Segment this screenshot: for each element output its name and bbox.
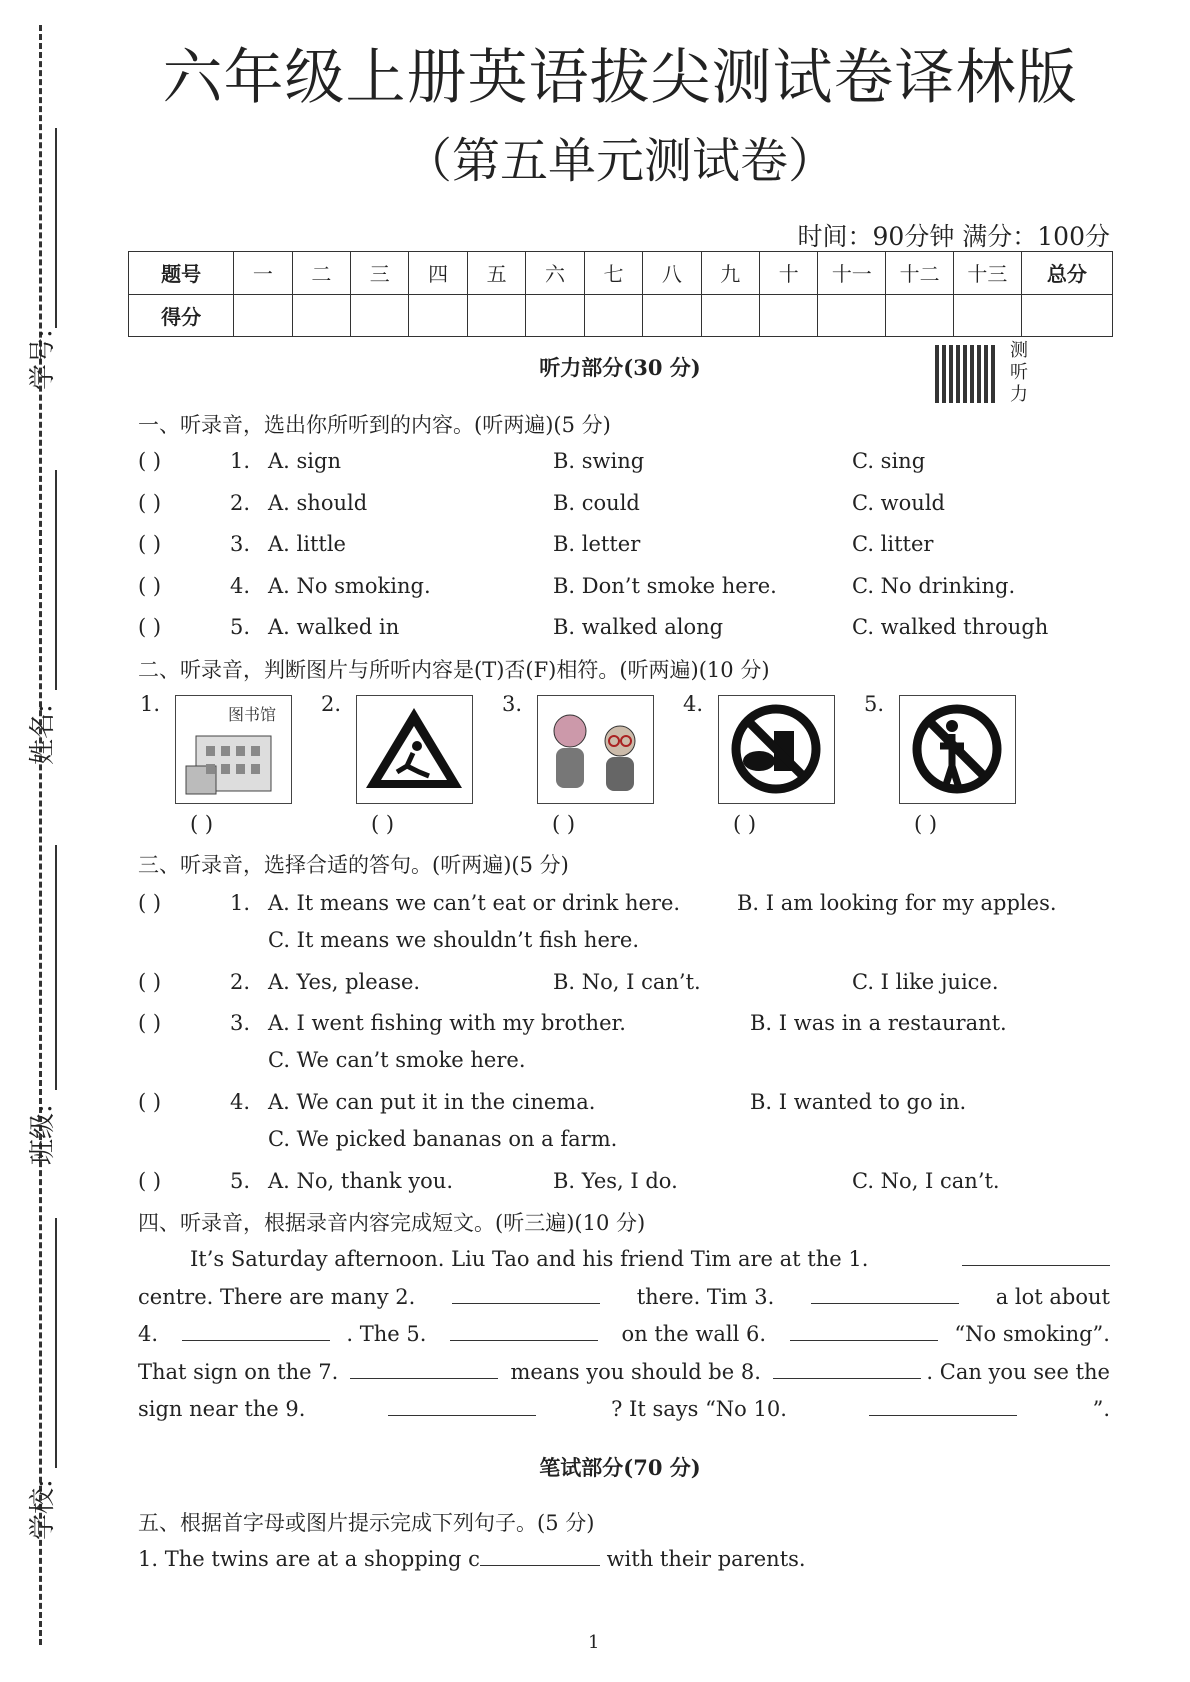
answer-paren[interactable]: ( ): [371, 812, 395, 836]
answer-paren[interactable]: ( ): [138, 1090, 162, 1114]
score-header-cell: 十三: [953, 252, 1021, 295]
score-header-cell: 六: [526, 252, 584, 295]
option-c: C. It means we shouldn’t fish here.: [268, 928, 640, 952]
option-b: B. could: [553, 490, 640, 515]
no-eating-drinking-icon: [719, 696, 834, 803]
score-cell[interactable]: [526, 294, 584, 337]
picture-2: [356, 695, 473, 804]
score-header-cell: 九: [701, 252, 759, 295]
score-table: [128, 251, 1113, 337]
question-number: 1.: [230, 449, 251, 473]
answer-paren[interactable]: ( ): [138, 970, 162, 994]
answer-paren[interactable]: ( ): [138, 449, 162, 473]
option-a: A. should: [268, 490, 368, 515]
score-cell[interactable]: [584, 294, 642, 337]
answer-blank[interactable]: [452, 1283, 600, 1304]
section-2-heading: 二、听录音，判断图片与所听内容是(T)否(F)相符。(听两遍)(10 分): [138, 658, 770, 682]
score-header-cell: 十二: [886, 252, 954, 295]
option-a: A. It means we can’t eat or drink here.: [268, 891, 681, 915]
picture-number: 1.: [140, 692, 161, 716]
option-c: C. would: [852, 490, 945, 515]
picture-3: [537, 695, 654, 804]
picture-1: [175, 695, 292, 804]
passage-text: “No smoking”.: [954, 1322, 1110, 1346]
score-table-score-row: [129, 294, 1113, 337]
picture-5: [899, 695, 1016, 804]
picture-number: 2.: [321, 692, 342, 716]
answer-paren[interactable]: ( ): [138, 573, 162, 598]
page-subtitle: （第五单元测试卷）: [403, 133, 836, 189]
option-b: B. letter: [553, 532, 641, 556]
library-icon: [176, 696, 291, 803]
time-info: 时间：90分钟 满分：100分: [797, 222, 1110, 251]
picture-number: 5.: [864, 692, 885, 716]
option-c: C. sing: [852, 449, 926, 473]
passage-text: there. Tim 3.: [630, 1284, 781, 1309]
option-a: A. No, thank you.: [268, 1169, 454, 1193]
question-text: 1. The twins are at a shopping c: [138, 1547, 480, 1571]
passage-text: sign near the 9.: [138, 1397, 313, 1421]
answer-blank[interactable]: [450, 1320, 598, 1341]
question-number: 5.: [230, 1169, 251, 1193]
writing-section-title: 笔试部分(70 分): [539, 1455, 701, 1480]
passage-text: means you should be 8.: [503, 1359, 768, 1384]
answer-paren[interactable]: ( ): [138, 1011, 162, 1035]
section-1-heading: 一、听录音，选出你所听到的内容。(听两遍)(5 分): [138, 413, 611, 437]
answer-paren[interactable]: ( ): [138, 1169, 162, 1193]
passage-text: centre. There are many 2.: [138, 1284, 422, 1309]
option-a: A. walked in: [268, 615, 400, 639]
score-cell[interactable]: [467, 294, 525, 337]
answer-paren[interactable]: ( ): [138, 891, 162, 915]
question-number: 3.: [230, 532, 251, 556]
passage-line: [138, 1283, 1110, 1309]
slippery-warning-icon: [357, 696, 472, 803]
passage-line: [138, 1395, 1110, 1421]
score-header-cell: 三: [351, 252, 409, 295]
score-table-header-row: [129, 252, 1113, 295]
score-cell[interactable]: [643, 294, 701, 337]
passage-line: [138, 1320, 1110, 1346]
option-c: C. We can’t smoke here.: [268, 1048, 526, 1072]
score-header-cell: 一: [234, 252, 292, 295]
option-c: C. We picked bananas on a farm.: [268, 1127, 618, 1151]
option-b: B. No, I can’t.: [553, 970, 701, 994]
passage-text: ”.: [1092, 1397, 1110, 1421]
picture-number: 3.: [502, 692, 523, 716]
option-a: A. We can put it in the cinema.: [268, 1090, 596, 1114]
picture-number: 4.: [683, 692, 704, 716]
score-cell[interactable]: [234, 294, 292, 337]
passage-text: a lot about: [989, 1284, 1110, 1309]
picture-4: [718, 695, 835, 804]
qr-label: 测听力: [1010, 340, 1028, 405]
answer-blank[interactable]: [962, 1245, 1110, 1266]
question-number: 4.: [230, 1090, 251, 1114]
question-number: 5.: [230, 615, 251, 639]
school-line[interactable]: [55, 1218, 57, 1468]
score-cell[interactable]: [1021, 294, 1112, 337]
passage-line: [138, 1358, 1110, 1384]
svg-text:图书馆: 图书馆: [228, 705, 277, 724]
question-text: with their parents.: [599, 1547, 806, 1571]
answer-paren[interactable]: ( ): [138, 490, 162, 515]
option-b: B. I was in a restaurant.: [750, 1011, 1007, 1035]
answer-blank[interactable]: [869, 1395, 1017, 1416]
listening-section-title: 听力部分(30 分): [539, 355, 701, 380]
option-a: A. Yes, please.: [268, 970, 421, 994]
binding-dashed-line: [39, 25, 42, 1645]
answer-blank[interactable]: [388, 1395, 536, 1416]
option-a: A. sign: [268, 449, 341, 473]
answer-paren[interactable]: ( ): [914, 812, 938, 836]
question-number: 2.: [230, 970, 251, 994]
answer-blank[interactable]: [790, 1320, 938, 1341]
option-c: C. litter: [852, 532, 934, 556]
passage-line: [190, 1245, 1110, 1271]
score-header-cell: 总分: [1021, 252, 1112, 295]
question-number: 3.: [230, 1011, 251, 1035]
option-a: A. No smoking.: [268, 573, 431, 598]
score-cell[interactable]: [351, 294, 409, 337]
option-c: C. walked through: [852, 615, 1049, 639]
option-b: B. I am looking for my apples.: [737, 891, 1057, 915]
option-b: B. swing: [553, 449, 645, 473]
qr-code-icon[interactable]: [935, 345, 995, 403]
score-header-cell: 八: [643, 252, 701, 295]
score-cell[interactable]: [953, 294, 1021, 337]
score-cell[interactable]: [409, 294, 467, 337]
name-line[interactable]: [55, 470, 57, 690]
option-b: B. Don’t smoke here.: [553, 573, 777, 598]
page-title: 六年级上册英语拔尖测试卷译林版: [162, 43, 1078, 113]
score-header-cell: 二: [292, 252, 350, 295]
passage-text: . The 5.: [346, 1322, 434, 1346]
school-label: 学校:: [28, 1479, 58, 1540]
answer-paren[interactable]: ( ): [190, 812, 214, 836]
option-a: A. little: [268, 532, 346, 556]
page-number: 1: [588, 1632, 600, 1653]
option-b: B. walked along: [553, 615, 724, 639]
answer-blank[interactable]: [182, 1320, 330, 1341]
passage-text: That sign on the 7.: [138, 1359, 345, 1384]
answer-blank[interactable]: [480, 1545, 600, 1566]
two-children-icon: [538, 696, 653, 803]
answer-blank[interactable]: [811, 1283, 959, 1304]
score-header-cell: 五: [467, 252, 525, 295]
score-cell[interactable]: [292, 294, 350, 337]
student-id-label: 学号:: [28, 329, 58, 390]
score-header-cell: 四: [409, 252, 467, 295]
score-header-cell: 七: [584, 252, 642, 295]
answer-paren[interactable]: ( ): [138, 532, 162, 556]
question-number: 4.: [230, 573, 251, 598]
score-cell[interactable]: [760, 294, 818, 337]
question-number: 1.: [230, 891, 251, 915]
answer-paren[interactable]: ( ): [138, 615, 162, 639]
answer-paren[interactable]: ( ): [552, 812, 576, 836]
no-littering-icon: [900, 696, 1015, 803]
score-cell[interactable]: [886, 294, 954, 337]
option-c: C. I like juice.: [852, 970, 999, 994]
answer-blank[interactable]: [350, 1358, 498, 1379]
name-label: 姓名:: [28, 704, 58, 765]
answer-blank[interactable]: [773, 1358, 921, 1379]
class-line[interactable]: [55, 845, 57, 1090]
passage-text: It’s Saturday afternoon. Liu Tao and his friend Tim are at the 1.: [190, 1247, 876, 1271]
passage-text: 4.: [138, 1322, 165, 1346]
score-cell[interactable]: [818, 294, 886, 337]
passage-text: on the wall 6.: [614, 1322, 773, 1346]
score-header-cell: 十: [760, 252, 818, 295]
score-header-cell: 十一: [818, 252, 886, 295]
option-b: B. I wanted to go in.: [750, 1090, 967, 1114]
passage-text: . Can you see the: [926, 1359, 1110, 1384]
section-3-heading: 三、听录音，选择合适的答句。(听两遍)(5 分): [138, 853, 569, 877]
section-5-question-1: [138, 1545, 806, 1571]
section-4-heading: 四、听录音，根据录音内容完成短文。(听三遍)(10 分): [138, 1211, 646, 1235]
option-a: A. I went fishing with my brother.: [268, 1011, 626, 1035]
class-label: 班级:: [28, 1104, 58, 1165]
option-b: B. Yes, I do.: [553, 1169, 678, 1193]
option-c: C. No drinking.: [852, 573, 1016, 598]
score-header-label: 题号: [129, 252, 234, 295]
option-c: C. No, I can’t.: [852, 1169, 1000, 1193]
score-cell[interactable]: [701, 294, 759, 337]
section-5-heading: 五、根据首字母或图片提示完成下列句子。(5 分): [138, 1511, 595, 1535]
score-row-label: 得分: [129, 294, 234, 337]
passage-text: ? It says “No 10.: [611, 1397, 794, 1421]
question-number: 2.: [230, 490, 251, 515]
answer-paren[interactable]: ( ): [733, 812, 757, 836]
